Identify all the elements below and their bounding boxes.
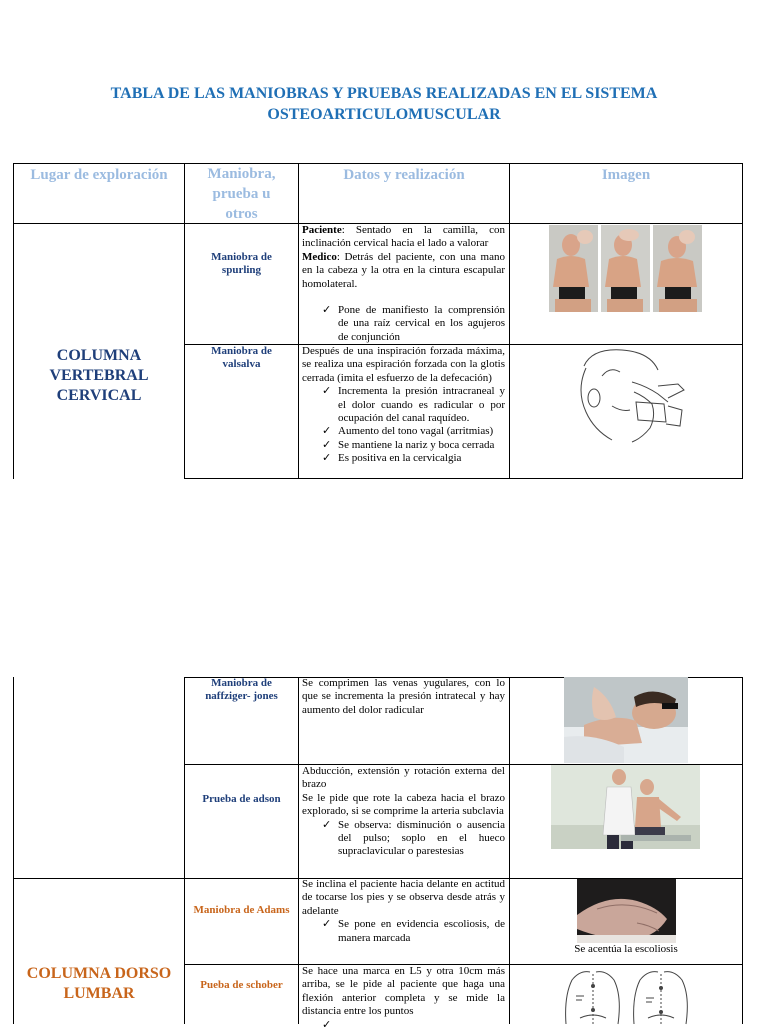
check-icon: ✓: [322, 818, 332, 831]
check-icon: ✓: [322, 438, 332, 451]
valsalva-check-2: [302, 425, 505, 438]
page-title-line-1: TABLA DE LAS MANIOBRAS Y PRUEBAS REALIZADAS EN EL SISTEMA: [110, 85, 658, 102]
valsalva-check-2-text: Aumento del tono vagal (arritmias): [338, 425, 494, 438]
check-icon: ✓: [322, 918, 332, 931]
adson-image: [551, 765, 700, 849]
adams-check-1-text: Se pone en evidencia escoliosis, de manera marcada: [338, 918, 505, 944]
maniobra-valsalva-line-2: valsalva: [222, 358, 261, 370]
maniobra-naffziger-line-2: naffziger- jones: [205, 690, 278, 702]
maniobra-naffziger: [185, 677, 298, 703]
valsalva-check-4: [302, 452, 505, 465]
spurling-medico-text: : Detrás del paciente, con una mano en la cabeza y la otra en la cintura escapular homolateral.: [302, 250, 505, 290]
spurling-image: [549, 225, 702, 312]
adson-check-1-text: Se observa: disminución o ausencia del pulso; soplo en el hueco supraclavicular o parestesias: [338, 818, 505, 858]
region-cervical-line-2: VERTEBRAL: [49, 367, 149, 384]
spurling-description: [302, 224, 505, 344]
adams-text: Se inclina el paciente hacia delante en actitud de tocarse los pies y se observa desde atrás y adelante: [302, 878, 505, 917]
spurling-check-1: [302, 304, 505, 344]
valsalva-check-4-text: Es positiva en la cervicalgia: [338, 452, 462, 465]
spurling-paciente-text: : Sentado en la camilla, con inclinación cervical hacia el lado a valorar: [302, 224, 505, 250]
check-icon: ✓: [322, 1018, 332, 1031]
check-icon: ✓: [322, 304, 332, 317]
page-title-line-2: OSTEOARTICULOMUSCULAR: [267, 106, 501, 123]
spurling-medico-label: Medico: [302, 250, 337, 263]
header-maniobra: [185, 164, 298, 224]
maniobra-spurling: [185, 251, 298, 277]
maniobra-valsalva-line-1: Maniobra de: [211, 345, 272, 357]
adams-caption: Se acentúa la escoliosis: [574, 943, 678, 955]
adams-check-1: [302, 918, 505, 945]
spurling-medico: [302, 251, 505, 291]
maniobra-adams: Maniobra de Adams: [193, 904, 290, 916]
region-dorso-lumbar-line-1: COLUMNA DORSO: [26, 965, 172, 982]
valsalva-check-1-text: Incrementa la presión intracraneal y el dolor cuando es radicular o por ocupación del canal raquídeo.: [338, 385, 505, 425]
check-icon: ✓: [322, 452, 332, 465]
header-imagen: Imagen: [601, 167, 651, 183]
region-cervical-line-3: CERVICAL: [56, 387, 142, 404]
maniobra-valsalva: [185, 345, 298, 371]
prueba-schober: Pueba de schober: [200, 979, 283, 991]
spurling-check-1-text: Pone de manifiesto la comprensión de una raíz cervical en los agujeros de conjunción: [338, 304, 505, 343]
prueba-adson: Prueba de adson: [202, 793, 281, 805]
region-dorso-lumbar: [14, 964, 184, 1004]
adson-text-2: Se le pide que rote la cabeza hacia el brazo explorado, si se comprime la arteria subclavia: [302, 791, 505, 818]
check-icon: ✓: [322, 425, 332, 438]
valsalva-illustration: [572, 346, 688, 446]
adson-description: [302, 765, 505, 859]
spurling-paciente-label: Paciente: [302, 224, 342, 236]
header-maniobra-line-3: otros: [225, 206, 258, 222]
naffziger-text: Se comprimen las venas yugulares, con lo que se incrementa la presión intratecal y hay aumento del dolor radicular: [302, 677, 505, 716]
check-icon: ✓: [322, 385, 332, 398]
header-maniobra-line-2: prueba u: [212, 186, 271, 202]
schober-illustration: [560, 966, 692, 1024]
valsalva-check-3-text: Se mantiene la nariz y boca cerrada: [338, 438, 495, 451]
header-maniobra-line-1: Maniobra,: [207, 166, 276, 182]
adams-description: [302, 878, 505, 945]
adson-text-1: Abducción, extensión y rotación externa del brazo: [302, 765, 505, 791]
naffziger-description: [302, 677, 505, 717]
maniobra-naffziger-line-1: Maniobra de: [211, 677, 272, 689]
valsalva-description: [302, 345, 505, 466]
region-dorso-lumbar-line-2: LUMBAR: [63, 985, 135, 1002]
schober-text: Se hace una marca en L5 y otra 10cm más arriba, se le pide al paciente que haga una flexión anterior completa y se mide la distancia entre los puntos: [302, 965, 505, 1018]
adson-check-1: [302, 819, 505, 859]
region-cervical: [14, 346, 184, 406]
valsalva-check-3: [302, 439, 505, 452]
valsalva-text: Después de una inspiración forzada máxima, se realiza una espiración forzada con la glotis cerrada (imita el esfuerzo de la defecación): [302, 345, 505, 384]
region-cervical-line-1: COLUMNA: [56, 347, 142, 364]
maniobra-spurling-line-2: spurling: [221, 264, 262, 276]
naffziger-image: [564, 677, 688, 763]
schober-description: [302, 965, 505, 1031]
header-lugar: Lugar de exploración: [30, 167, 168, 183]
adams-image: [577, 879, 676, 943]
valsalva-check-1: [302, 385, 505, 425]
spurling-paciente: [302, 224, 505, 251]
maniobra-spurling-line-1: Maniobra de: [211, 251, 272, 263]
header-datos: Datos y realización: [343, 167, 465, 183]
